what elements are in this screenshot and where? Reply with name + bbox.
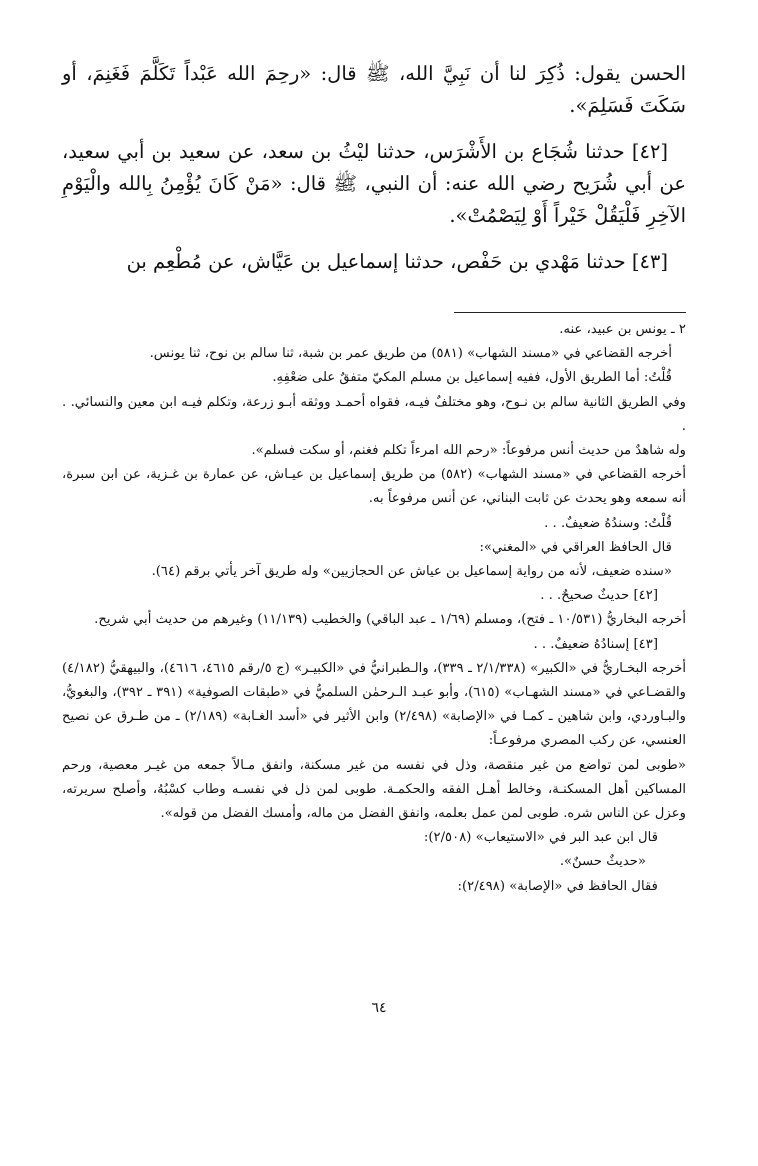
footnote-line: فقال الحافظ في «الإصابة» (٢/٤٩٨): <box>457 878 658 894</box>
footnote-line: قُلْتُ: أما الطريق الأول، ففيه إسماعيل بن مسلم المكيّ متفقٌ على ضعْفِهِ. <box>272 370 672 386</box>
footnote-line: أخرجه البخاريُّ (١٠/٥٣١ ـ فتح)، ومسلم (١/٦٩ ـ عبد الباقي) والخطيب (١١/١٣٩) وغيرهم من حديث أبي شريح. <box>94 612 686 628</box>
footnote-line: [٤٣] إسنادُهُ ضعيفٌ. . . <box>533 636 658 652</box>
page-number: ٦٤ <box>371 1000 387 1016</box>
footnote-line: «طوبى لمن تواضع من غير منقصة، وذل في نفسه من غير مسكنة، وانفق مـالاً جمعه من غيـر معصية، ورحم المساكين أهل المسكنـة، وخالط أهـل الفقه والحكمـة. طوبى لمن ذل في نفسـه وطاب كسْبُهُ، وأصلح سريرته، وعزل عن الناس شره. طوبى لمن عمل بعلمه، وانفق الفضل من ماله، وأمسك الفضل من قوله». <box>62 757 686 822</box>
footnote-line: «حديثٌ حسنٌ». <box>559 854 646 870</box>
footnote-line: قال ابن عبد البر في «الاستيعاب» (٢/٥٠٨): <box>423 830 658 846</box>
hadith-42: [٤٢] حدثنا شُجَاع بن الأَشْرَس، حدثنا ليْثُ بن سعد، عن سعيد بن أبي سعيد، عن أبي شُرَيح رضي الله عنه: أن النبي، ﷺ قال: «مَنْ كَانَ يُؤْمِنُ بِالله والْيَوْمِ الآخِرِ فَلْيَقُلْ خَيْراً أَوْ لِيَصْمُتْ». <box>62 140 686 227</box>
footnote-line: قال الحافظ العراقي في «المغني»: <box>479 539 672 555</box>
footnote-line: [٤٢] حديثٌ صحيحٌ. . . <box>540 588 658 604</box>
main-text <box>62 58 686 292</box>
footnote-separator <box>454 312 686 313</box>
hadith-43: [٤٣] حدثنا مَهْدي بن حَفْص، حدثنا إسماعيل بن عَيَّاش، عن مُطْعِم بن <box>126 250 668 273</box>
footnote-line: وفي الطريق الثانية سالم بن نـوح، وهو مختلفٌ فيـه، فقواه أحمـد ووثقه أبـو زرعة، وتكلم فيـه ابن معين والنسائي. . . <box>62 394 686 434</box>
footnote-line: أخرجه القضاعي في «مسند الشهاب» (٥٨١) من طريق عمر بن شبة، ثنا سالم بن نوح، ثنا يونس. <box>149 346 672 362</box>
footnote-line: «سنده ضعيف، لأنه من رواية إسماعيل بن عياش عن الحجازيين» وله طريق آخر يأتي برقم (٦٤). <box>151 564 672 580</box>
main-paragraph-continuation: الحسن يقول: ذُكِرَ لنا أن نَبِيَّ الله، ﷺ قال: «رحِمَ الله عَبْداً تَكَلَّمَ فَغَنِمَ، أو سَكَتَ فَسَلِمَ». <box>62 62 686 117</box>
footnote-line: أخرجه القضاعي في «مسند الشهاب» (٥٨٢) من طريق إسماعيل بن عيـاش، عن عمارة بن غـزية، عن ابن سبرة، أنه سمعه وهو يحدث عن ثابت البناني، عن أنس مرفوعاً به. <box>62 467 686 507</box>
footnotes <box>62 318 686 899</box>
footnote-line: ٢ ـ يونس بن عبيد، عنه. <box>559 322 686 337</box>
footnote-line: وله شاهدٌ من حديث أنس مرفوعاً: «رحم الله امرءاً تكلم فغنم، أو سكت فسلم». <box>251 443 686 459</box>
footnote-line: أخرجه البخـاريُّ في «الكبير» (٢/١/٣٣٨ ـ ٣٣٩)، والـطبرانيُّ في «الكبيـر» (ج ٥/رقم ٤٦١٥، ٤٦١٦)، والبيهقيُّ (٤/١٨٢) والقضـاعي في «مسند الشهـاب» (٦١٥)، وأبو عبـد الـرحمٰن السلميُّ في «طبقات الصوفية» (٣٩١ ـ ٣٩٢)، والبغويُّ، والبـاوردي، وابن شاهين ـ كمـا في «الإصابة» (٢/٤٩٨) وابن الأثير في «أسد الغـابة» (٢/١٨٩) ـ من طـرق عن نصيح العنسي، عن ركب المصري مرفوعـاً: <box>62 660 687 749</box>
footnote-line: قُلْتُ: وسندُهُ ضعيفٌ. . . <box>544 515 672 531</box>
